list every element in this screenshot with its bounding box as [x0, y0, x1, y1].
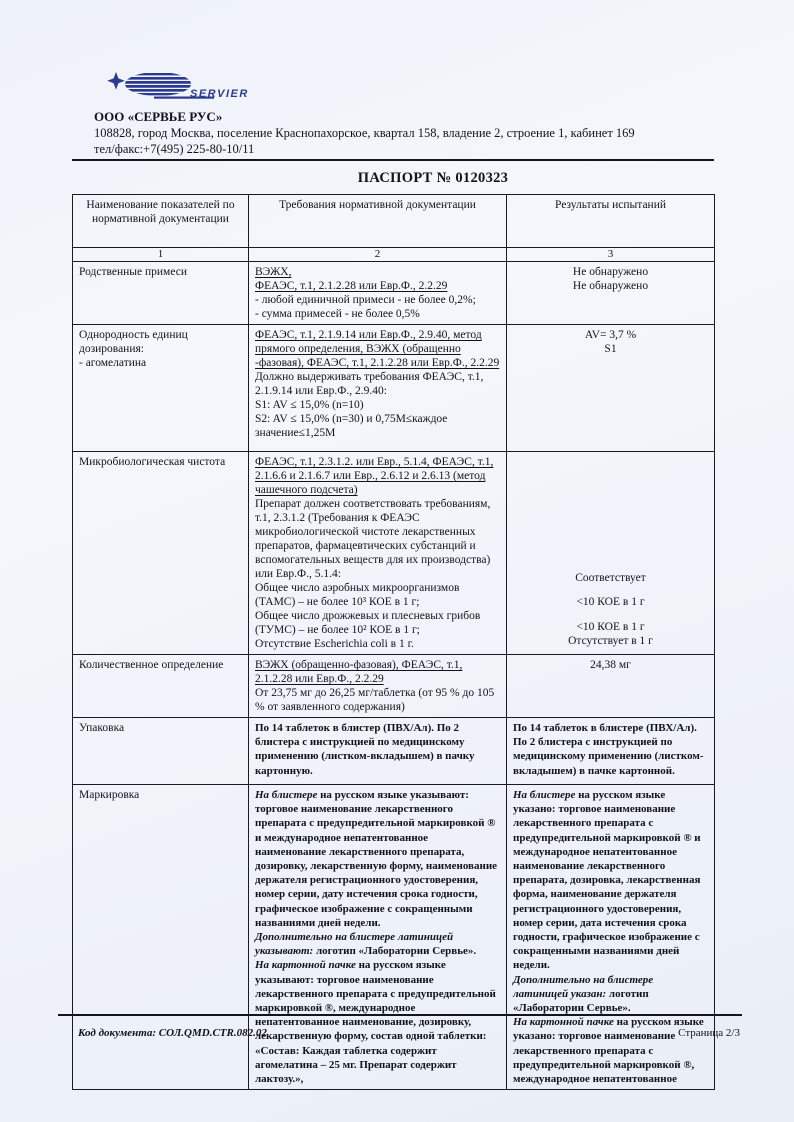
uniformity-result-stage: S1 — [604, 343, 617, 355]
uniformity-requirement: Должно выдерживать требования ФЕАЭС, т.1, 2.1.9.14 или Евр.Ф., 2.9.40: — [255, 371, 484, 397]
row-related-impurities — [73, 262, 715, 325]
marking-results — [507, 785, 715, 1090]
marking-res-carton-lead: На картонной пачке — [513, 1016, 614, 1029]
packaging-name: Упаковка — [73, 718, 249, 785]
impurities-method-ref-line2: ФЕАЭС, т.1, 2.1.2.28 или Евр.Ф., 2.2.29 — [255, 280, 448, 292]
packaging-requirement-text: По 14 таблеток в блистер (ПВХ/Ал). По 2 блистера с инструкцией по медицинскому применению (листком-вкладышем) в пачку картонную. — [255, 722, 475, 777]
marking-req-blister-lead: На блистере — [255, 789, 318, 801]
micro-requirement: Препарат должен соответствовать требованиям, т.1, 2.3.1.2 (Требования к ФЕАЭС микробиологической чистоте лекарственных препаратов, фармацевтических субстанций и вспомогательных веществ для их производства) или Евр.Ф., 5.1.4: — [255, 498, 491, 580]
page-number: Страница 2/3 — [678, 1027, 740, 1039]
column-number-3: 3 — [507, 248, 715, 262]
document-code-value: СОЛ.QMD.CTR.082.02 — [158, 1027, 267, 1039]
row-uniformity-of-dosage-units — [73, 325, 715, 452]
col-header-results: Результаты испытаний — [507, 195, 715, 248]
marking-req-latin-lead: Дополнительно на блистере латиницей указывают: — [255, 931, 454, 958]
micro-criterion-ecoli: Отсутствие Escherichia coli в 1 г. — [255, 638, 414, 650]
uniformity-name-line2: - агомелатина — [79, 357, 147, 369]
marking-req-carton-text: на русском языке указывают: торговое наименование лекарственного препарата с предупредительной маркировкой ®, международное непатентованное наименование, дозировку, лекарственную форму, состав одной таблетки: «Состав: Каждая таблетка содержит агомелатина – 25 мг. Препарат содержит лактозу.», — [255, 959, 496, 1086]
micro-result-ecoli: Отсутствует в 1 г — [568, 635, 653, 647]
assay-criterion: От 23,75 мг до 26,25 мг/таблетка (от 95 % до 105 % от заявленного содержания) — [255, 687, 495, 713]
assay-result — [507, 655, 715, 718]
marking-requirements — [249, 785, 507, 1090]
marking-res-blister-paragraph — [513, 788, 708, 973]
marking-res-latin-text: логотип «Лаборатории Сервье». — [513, 987, 649, 1015]
marking-req-blister-text: на русском языке указывают: торговое наименование лекарственного препарата с предупредительной маркировкой ® и международное непатентованное наименование лекарственного препарата, дозировку, лекарственную форму, наименование держателя регистрационного удостоверения, номер серии, дату истечения срока годности, графическое изображение с сокращенными названиями дней недели. — [255, 789, 498, 929]
micro-result-conforms: Соответствует — [575, 572, 646, 584]
row-marking — [73, 785, 715, 1090]
marking-res-blister-lead: На блистере — [513, 789, 576, 801]
page-footer — [58, 1014, 742, 1039]
impurities-method-ref-line1: ВЭЖХ, — [255, 266, 292, 278]
document-code — [58, 1027, 267, 1039]
col-header-indicator-name: Наименование показателей по нормативной документации — [73, 195, 249, 248]
company-phone: тел/факс:+7(495) 225-80-10/11 — [94, 142, 255, 156]
marking-res-blister-text: на русском языке указано: торговое наименование лекарственного препарата с предупредительной маркировкой ® и международное непатентованное наименование лекарственного препарата, дозировка, лекарственная форма, наименование держателя регистрационного удостоверения, номер серии, дата истечения срока годности, графическое изображение с сокращенными названиями дней недели. — [513, 789, 701, 972]
marking-res-latin-lead: Дополнительно на блистере латиницей указан: — [513, 973, 654, 1000]
servier-logo-text: SERVIER — [190, 88, 249, 100]
document-code-label: Код документа: — [78, 1027, 156, 1039]
uniformity-requirements — [249, 325, 507, 452]
letterhead — [72, 70, 714, 157]
uniformity-result-av: AV= 3,7 % — [584, 329, 637, 341]
marking-res-latin-paragraph — [513, 973, 708, 1016]
uniformity-criterion-s1: S1: AV ≤ 15,0% (n=10) — [255, 399, 364, 411]
uniformity-name — [73, 325, 249, 452]
packaging-result — [507, 718, 715, 785]
micro-criterion-tamc: Общее число аэробных микроорганизмов (ТАМС) – не более 10³ КОЕ в 1 г; — [255, 582, 460, 608]
impurities-result-1: Не обнаружено — [572, 266, 649, 278]
marking-req-carton-lead: На картонной пачке — [255, 959, 356, 972]
impurities-criterion-single: - любой единичной примеси - не более 0,2%; — [255, 294, 476, 306]
col-header-requirements: Требования нормативной документации — [249, 195, 507, 248]
document-title: ПАСПОРТ № 0120323 — [357, 170, 509, 186]
impurities-result-2: Не обнаружено — [572, 280, 649, 292]
marking-name: Маркировка — [73, 785, 249, 1090]
micro-method-ref: ФЕАЭС, т.1, 2.3.1.2. или Евр., 5.1.4, ФЕАЭС, т.1, 2.1.6.6 и 2.1.6.7 или Евр., 2.6.12 и 2.6.13 (метод чашечного подсчета) — [255, 456, 494, 496]
marking-req-latin-text: логотип «Лаборатории Сервье». — [313, 945, 477, 958]
packaging-result-text: По 14 таблеток в блистере (ПВХ/Ал). По 2 блистера с инструкцией по медицинскому применению (листком-вкладышем) в пачке картонной. — [513, 722, 704, 777]
passport-table — [72, 194, 715, 1090]
marking-req-blister-paragraph — [255, 788, 500, 930]
uniformity-name-line1: Однородность единиц дозирования: — [79, 329, 188, 355]
micro-result-tamc: <10 КОЕ в 1 г — [576, 596, 645, 608]
marking-res-carton-text: на русском языке указано: торговое наименование лекарственного препарата с предупредительной маркировкой ®, международное непатентованное — [513, 1016, 704, 1086]
micro-result-tymc: <10 КОЕ в 1 г — [576, 621, 645, 633]
uniformity-method-ref: ФЕАЭС, т.1, 2.1.9.14 или Евр.Ф., 2.9.40, метод прямого определения, ВЭЖХ (обращенно -фазовая), ФЕАЭС, т.1, 2.1.2.28 или Евр.Ф., 2.2.29 — [255, 329, 500, 369]
servier-logo — [94, 70, 314, 108]
micro-criterion-tymc: Общее число дрожжевых и плесневых грибов (ТУМС) – не более 10² КОЕ в 1 г; — [255, 610, 481, 636]
row-packaging — [73, 718, 715, 785]
packaging-requirement — [249, 718, 507, 785]
column-number-1: 1 — [73, 248, 249, 262]
company-address: 108828, город Москва, поселение Краснопахорское, квартал 158, владение 2, строение 1, кабинет 169 — [94, 126, 635, 140]
assay-result-value: 24,38 мг — [590, 659, 631, 671]
uniformity-criterion-s2: S2: AV ≤ 15,0% (n=30) и 0,75М≤каждое значение≤1,25М — [255, 413, 448, 439]
uniformity-results — [507, 325, 715, 452]
marking-req-latin-paragraph — [255, 930, 500, 958]
row-microbiological-purity — [73, 452, 715, 655]
assay-name: Количественное определение — [73, 655, 249, 718]
micro-requirements — [249, 452, 507, 655]
micro-name: Микробиологическая чистота — [73, 452, 249, 655]
impurities-results — [507, 262, 715, 325]
column-number-row — [73, 248, 715, 262]
table-header-row — [73, 195, 715, 248]
company-name: ООО «СЕРВЬЕ РУС» — [94, 109, 223, 124]
impurities-criterion-sum: - сумма примесей - не более 0,5% — [255, 308, 420, 320]
header-divider — [72, 159, 714, 161]
document-content — [72, 70, 714, 1090]
impurities-name: Родственные примеси — [73, 262, 249, 325]
impurities-requirements — [249, 262, 507, 325]
assay-requirements — [249, 655, 507, 718]
micro-results — [507, 452, 715, 655]
assay-method-ref: ВЭЖХ (обращенно-фазовая), ФЕАЭС, т.1, 2.1.2.28 или Евр.Ф., 2.2.29 — [255, 659, 463, 685]
row-assay — [73, 655, 715, 718]
column-number-2: 2 — [249, 248, 507, 262]
